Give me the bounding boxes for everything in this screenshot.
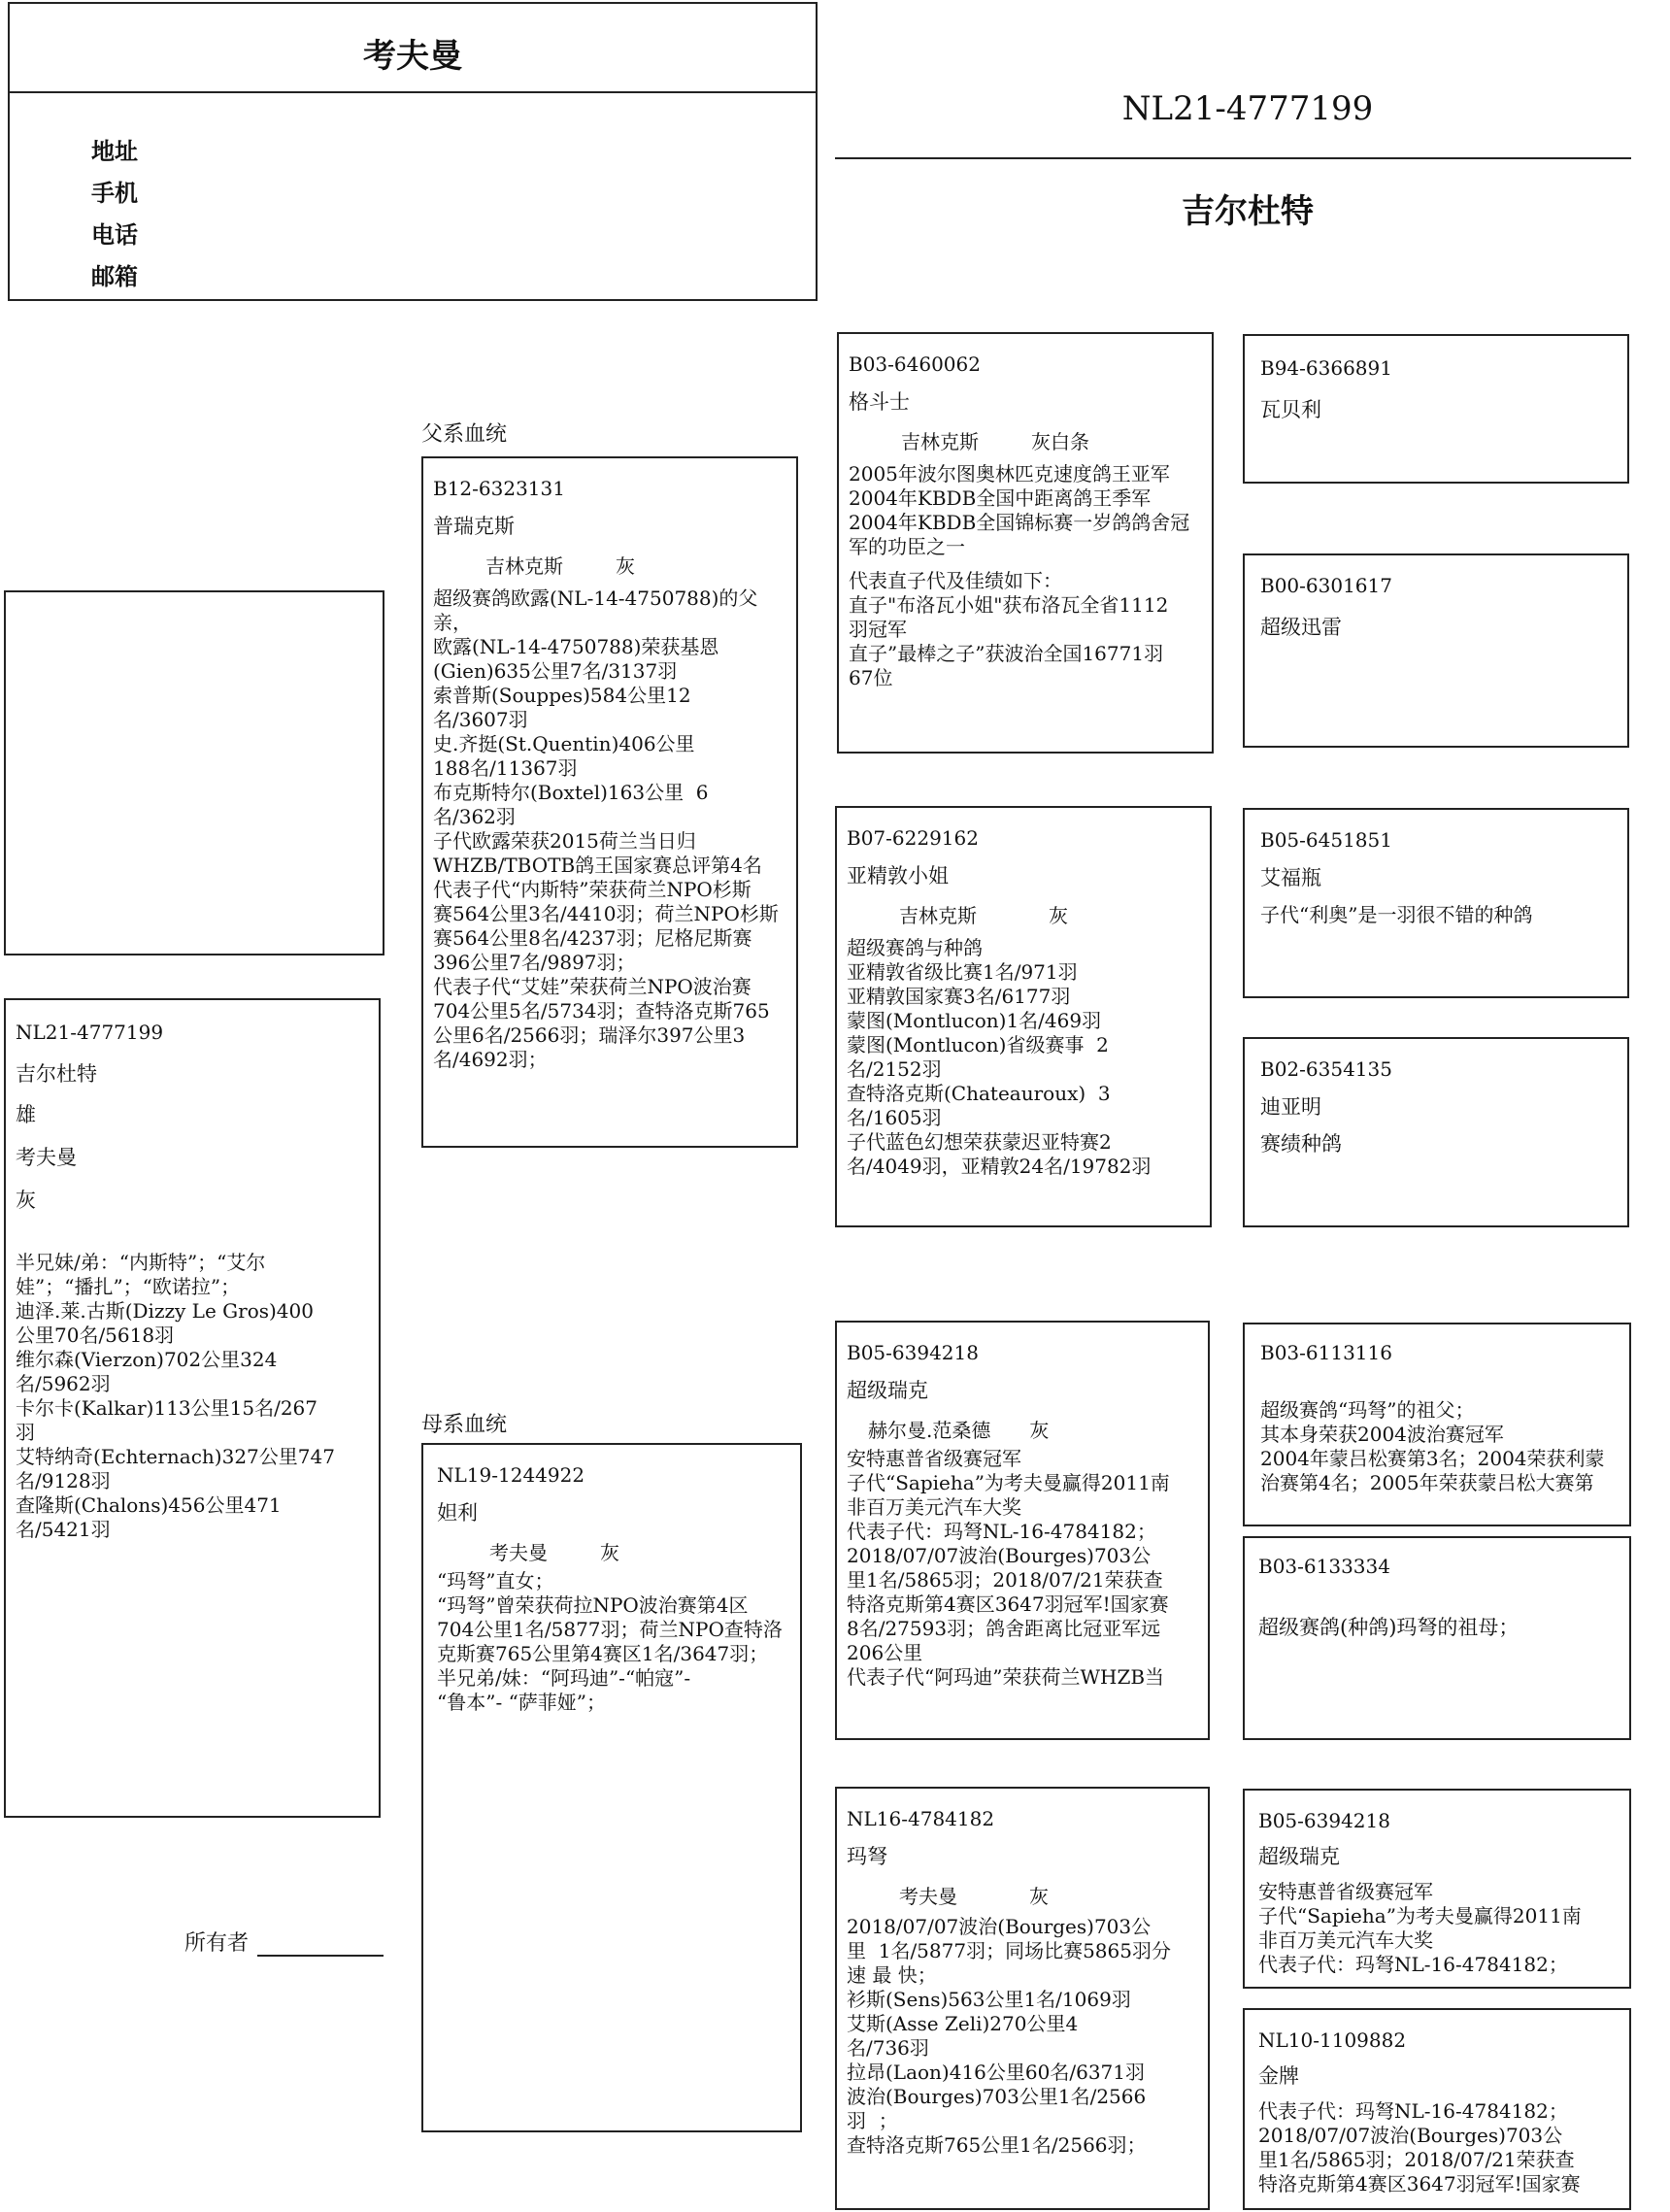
gen4-note-line: 代表子代：玛弩NL-16-4784182；	[1258, 1953, 1568, 1976]
sire-dam-notes	[847, 936, 1200, 1179]
gen4-ring: NL10-1109882	[1258, 2028, 1407, 2052]
dam-sire-note-line: 代表子代：玛弩NL-16-4784182；	[847, 1520, 1156, 1543]
sire-card	[421, 456, 798, 1148]
gen4-ring: B05-6451851	[1260, 828, 1392, 852]
sire-dam-note-line: 子代蓝色幻想荣获蒙迟亚特赛2	[847, 1130, 1112, 1154]
gen4-name: 超级迅雷	[1260, 616, 1342, 639]
sire-sire-breeder-row	[849, 429, 1202, 454]
header-ring-number: NL21-4777199	[1121, 89, 1374, 128]
sire-note-line: 子代欧露荣获2015荷兰当日归	[433, 829, 696, 853]
sire-dam-note-line: 超级赛鸽与种鸽	[847, 936, 983, 959]
subject-note-line: 查隆斯(Chalons)456公里471	[16, 1493, 282, 1517]
sire-dam-note-line: 亚精敦省级比赛1名/971羽	[847, 960, 1078, 984]
dam-dam-note-line: 速 最 快；	[847, 1963, 937, 1987]
sire-dam-color: 灰	[1049, 904, 1068, 927]
sire-note-line: 代表子代“内斯特”荣获荷兰NPO杉斯	[433, 878, 752, 901]
gen4-note-line: 超级赛鸽“玛弩”的祖父；	[1260, 1398, 1475, 1422]
sire-sire-note-line: 2004年KBDB全国中距离鸽王季军	[849, 486, 1152, 510]
sire-sire-card	[837, 332, 1214, 754]
dam-dam-note-line: 艾斯(Asse Zeli)270公里4	[847, 2012, 1079, 2035]
dam-dam-color: 灰	[1029, 1885, 1049, 1908]
dam-dam-note-line: 里 1名/5877羽；同场比赛5865羽分	[847, 1939, 1171, 1962]
gen4-card-4	[1243, 1037, 1629, 1227]
gen4-card-6	[1243, 1536, 1631, 1740]
sire-sire-notes	[849, 462, 1202, 690]
sire-note-line: 亲，	[433, 611, 472, 634]
dam-dam-note-line: 羽 ；	[847, 2109, 898, 2132]
owner-header-divider	[10, 91, 816, 93]
gen4-card-2	[1243, 553, 1629, 748]
dam-dam-notes	[847, 1915, 1198, 2158]
sire-note-line: 赛564公里3名/4410羽；荷兰NPO杉斯	[433, 902, 779, 925]
subject-note-line: 名/9128羽	[16, 1469, 111, 1492]
sire-sire-color: 灰白条	[1031, 430, 1089, 453]
subject-note-line: 半兄妹/弟：“内斯特”；“艾尔	[16, 1251, 266, 1274]
gen4-note-line: 里1名/5865羽；2018/07/21荣获查	[1258, 2148, 1575, 2171]
dam-sire-breeder-row	[847, 1418, 1198, 1443]
sire-note-line: 史.齐挺(St.Quentin)406公里	[433, 732, 695, 755]
sire-note-line: 超级赛鸽欧露(NL-14-4750788)的父	[433, 587, 758, 610]
header-divider-line	[835, 157, 1631, 159]
sire-ring: B12-6323131	[433, 477, 565, 500]
subject-ring: NL21-4777199	[16, 1021, 164, 1044]
mobile-label: 手机	[91, 179, 138, 207]
sire-dam-note-line: 蒙图(Montlucon)1名/469羽	[847, 1009, 1102, 1032]
dam-dam-breeder: 考夫曼	[899, 1885, 957, 1908]
owner-signature	[184, 1927, 384, 1957]
sire-breeder-row	[433, 553, 786, 579]
subject-note-line: 艾特纳奇(Echternach)327公里747	[16, 1445, 335, 1468]
gen4-note-line: 特洛克斯第4赛区3647羽冠军!国家赛	[1258, 2172, 1581, 2195]
dam-sire-breeder: 赫尔曼.范桑德	[868, 1419, 991, 1442]
sire-note-line: 赛564公里8名/4237羽；尼格尼斯赛	[433, 926, 752, 950]
sire-note-line: 公里6名/2566羽；瑞泽尔397公里3	[433, 1023, 746, 1047]
dam-dam-note-line: 波治(Bourges)703公里1名/2566	[847, 2085, 1147, 2108]
sire-dam-note-line: 名/1605羽	[847, 1106, 942, 1129]
sire-sire-note-line: 2004年KBDB全国锦标赛一岁鸽鸽舍冠	[849, 511, 1190, 534]
header-bird-name: 吉尔杜特	[1182, 192, 1314, 231]
subject-note-line: 名/5962羽	[16, 1372, 111, 1395]
sire-dam-ring: B07-6229162	[847, 826, 979, 850]
email-label: 邮箱	[91, 262, 138, 290]
sire-dam-breeder: 吉林克斯	[899, 904, 977, 927]
owner-signature-line[interactable]	[257, 1955, 384, 1957]
subject-notes	[16, 1251, 369, 1542]
dam-name: 妲利	[437, 1501, 478, 1525]
dam-note-line: “鲁本”- “萨菲娅”；	[437, 1691, 607, 1714]
sire-dam-note-line: 名/2152羽	[847, 1057, 942, 1081]
sire-name: 普瑞克斯	[433, 515, 515, 538]
gen4-note-line: 子代“Sapieha”为考夫曼赢得2011南	[1258, 1904, 1582, 1927]
dam-note-line: 704公里1名/5877羽；荷兰NPO查特洛	[437, 1618, 783, 1641]
sire-color: 灰	[616, 554, 635, 578]
dam-sire-note-line: 里1名/5865羽；2018/07/21荣获查	[847, 1568, 1163, 1592]
gen4-name: 迪亚明	[1260, 1095, 1321, 1119]
dam-sire-color: 灰	[1029, 1419, 1050, 1442]
subject-breeder: 考夫曼	[16, 1146, 77, 1169]
gen4-card-7	[1243, 1789, 1631, 1989]
gen4-name	[1258, 1579, 1616, 1598]
dam-note-line: “玛弩”直女；	[437, 1569, 554, 1592]
dam-sire-ring: B05-6394218	[847, 1341, 979, 1364]
dam-sire-note-line: 8名/27593羽；鸽舍距离比冠亚军远	[847, 1617, 1161, 1640]
sire-note-line: 名/4692羽；	[433, 1048, 548, 1071]
dam-dam-note-line: 查特洛克斯765公里1名/2566羽；	[847, 2133, 1147, 2157]
dam-dam-name: 玛弩	[847, 1845, 887, 1868]
dam-sire-card	[835, 1321, 1210, 1740]
dam-card	[421, 1443, 802, 2132]
dam-notes	[437, 1569, 786, 1715]
dam-dam-note-line: 拉昂(Laon)416公里60名/6371羽	[847, 2061, 1145, 2084]
dam-note-line: “玛弩”曾荣获荷拉NPO波治赛第4区	[437, 1593, 749, 1617]
dam-breeder: 考夫曼	[489, 1541, 548, 1564]
sire-sire-note-line: 代表直子代及佳绩如下：	[849, 569, 1062, 592]
dam-sire-notes	[847, 1447, 1198, 1690]
dam-sire-name: 超级瑞克	[847, 1379, 928, 1402]
dam-dam-breeder-row	[847, 1884, 1198, 1909]
gen4-name: 艾福瓶	[1260, 866, 1321, 889]
sire-sire-ring: B03-6460062	[849, 352, 981, 376]
gen4-note-line: 非百万美元汽车大奖	[1258, 1928, 1433, 1952]
subject-card	[4, 998, 381, 1818]
dam-sire-note-line: 子代“Sapieha”为考夫曼赢得2011南	[847, 1471, 1170, 1494]
contact-labels	[91, 130, 138, 297]
dam-sire-note-line: 2018/07/07波治(Bourges)703公	[847, 1544, 1152, 1567]
sire-dam-note-line: 蒙图(Montlucon)省级赛事 2	[847, 1033, 1109, 1056]
sire-note-line: 396公里7名/9897羽；	[433, 951, 636, 974]
subject-note-line: 迪泽.莱.古斯(Dizzy Le Gros)400	[16, 1299, 314, 1323]
sire-sire-note-line: 直子”最棒之子”获波治全国16771羽	[849, 642, 1164, 665]
dam-dam-card	[835, 1787, 1210, 2210]
dam-sire-note-line: 代表子代“阿玛迪”荣获荷兰WHZB当	[847, 1665, 1165, 1689]
sire-dam-card	[835, 806, 1212, 1227]
dam-note-line: 半兄弟/妹：“阿玛迪”-“帕寇”-	[437, 1666, 691, 1690]
gen4-name: 金牌	[1258, 2064, 1299, 2088]
gen4-card-1	[1243, 334, 1629, 484]
maternal-section-label: 母系血统	[421, 1413, 508, 1437]
gen4-card-5	[1243, 1323, 1631, 1526]
dam-dam-note-line: 名/736羽	[847, 2036, 929, 2060]
subject-note-line: 羽	[16, 1421, 35, 1444]
gen4-note-line: 子代“利奥”是一羽很不错的种鸽	[1260, 903, 1533, 926]
sire-note-line: WHZB/TBOTB鸽王国家赛总评第4名	[433, 854, 762, 877]
gen4-ring: B03-6133334	[1258, 1555, 1390, 1578]
sire-note-line: 布克斯特尔(Boxtel)163公里 6	[433, 781, 709, 804]
gen4-ring: B05-6394218	[1258, 1809, 1390, 1832]
photo-placeholder	[4, 590, 384, 955]
dam-sire-note-line: 安特惠普省级赛冠军	[847, 1447, 1021, 1470]
sire-notes	[433, 587, 786, 1072]
gen4-card-3	[1243, 808, 1629, 998]
dam-color: 灰	[600, 1541, 619, 1564]
sire-dam-note-line: 亚精敦国家赛3名/6177羽	[847, 985, 1071, 1008]
gen4-note-line: 赛绩种鸽	[1260, 1132, 1342, 1156]
dam-sire-note-line: 非百万美元汽车大奖	[847, 1495, 1021, 1519]
gen4-ring: B02-6354135	[1260, 1057, 1392, 1081]
subject-note-line: 公里70名/5618羽	[16, 1324, 175, 1347]
gen4-name: 超级瑞克	[1258, 1845, 1340, 1868]
sire-sire-name: 格斗士	[849, 390, 910, 414]
gen4-note-line: 2004年蒙吕松赛第3名；2004荣获利蒙	[1260, 1447, 1605, 1470]
sire-sire-note-line: 2005年波尔图奥林匹克速度鸽王亚军	[849, 462, 1170, 486]
gen4-note-line: 代表子代：玛弩NL-16-4784182；	[1258, 2099, 1568, 2123]
gen4-note-line: 2018/07/07波治(Bourges)703公	[1258, 2124, 1563, 2147]
sire-note-line: 欧露(NL-14-4750788)荣获基恩	[433, 635, 719, 658]
phone-label: 电话	[91, 220, 138, 249]
sire-sire-note-line: 羽冠军	[849, 618, 907, 641]
subject-note-line: 名/5421羽	[16, 1518, 111, 1541]
subject-color: 灰	[16, 1189, 36, 1212]
sire-sire-note-line: 直子"布洛瓦小姐"获布洛瓦全省1112	[849, 593, 1169, 617]
sire-note-line: 704公里5名/5734羽；查特洛克斯765	[433, 999, 770, 1022]
dam-dam-ring: NL16-4784182	[847, 1807, 995, 1830]
gen4-note-line: 安特惠普省级赛冠军	[1258, 1880, 1433, 1903]
dam-dam-note-line: 衫斯(Sens)563公里1名/1069羽	[847, 1988, 1131, 2011]
dam-sire-note-line: 特洛克斯第4赛区3647羽冠军!国家赛	[847, 1592, 1169, 1616]
subject-sex: 雄	[16, 1103, 36, 1126]
paternal-section-label: 父系血统	[421, 422, 508, 447]
sire-sire-note-line: 67位	[849, 666, 893, 689]
owner-name: 考夫曼	[363, 37, 462, 76]
sire-dam-name: 亚精敦小姐	[847, 864, 949, 888]
gen4-note-line: 治赛第4名；2005年荣获蒙吕松大赛第	[1260, 1471, 1594, 1494]
gen4-ring: B94-6366891	[1260, 356, 1392, 380]
gen4-ring: B00-6301617	[1260, 574, 1392, 597]
sire-note-line: 代表子代“艾娃”荣获荷兰NPO波治赛	[433, 975, 752, 998]
gen4-card-8	[1243, 2008, 1631, 2210]
sire-dam-note-line: 查特洛克斯(Chateauroux) 3	[847, 1082, 1111, 1105]
sire-note-line: 188名/11367羽	[433, 756, 578, 780]
gen4-ring: B03-6113116	[1260, 1341, 1392, 1364]
sire-note-line: 索普斯(Souppes)584公里12	[433, 684, 691, 707]
sire-dam-note-line: 名/4049羽，亚精敦24名/19782羽	[847, 1155, 1152, 1178]
subject-note-line: 卡尔卡(Kalkar)113公里15名/267	[16, 1396, 318, 1420]
owner-signature-label: 所有者	[184, 1931, 250, 1956]
dam-note-line: 克斯赛765公里第4赛区1名/3647羽；	[437, 1642, 769, 1665]
dam-breeder-row	[437, 1540, 786, 1565]
dam-dam-note-line: 2018/07/07波治(Bourges)703公	[847, 1915, 1152, 1938]
sire-note-line: 名/3607羽	[433, 708, 528, 731]
subject-note-line: 娃”；“播扎”；“欧诺拉”；	[16, 1275, 241, 1298]
dam-sire-note-line: 206公里	[847, 1641, 923, 1664]
gen4-name	[1260, 1365, 1614, 1385]
owner-header-box	[8, 2, 818, 301]
sire-sire-note-line	[849, 559, 1202, 569]
gen4-name: 瓦贝利	[1260, 398, 1321, 421]
sire-sire-note-line: 军的功臣之一	[849, 535, 965, 558]
sire-note-line: 名/362羽	[433, 805, 516, 828]
subject-name: 吉尔杜特	[16, 1062, 97, 1086]
sire-note-line: (Gien)635公里7名/3137羽	[433, 659, 678, 683]
address-label: 地址	[91, 137, 138, 165]
sire-sire-breeder: 吉林克斯	[901, 430, 979, 453]
dam-ring: NL19-1244922	[437, 1463, 585, 1487]
subject-note-line: 维尔森(Vierzon)702公里324	[16, 1348, 278, 1371]
sire-dam-breeder-row	[847, 903, 1200, 928]
gen4-note-line: 超级赛鸽(种鸽)玛弩的祖母；	[1258, 1616, 1520, 1639]
gen4-note-line: 其本身荣获2004波治赛冠军	[1260, 1423, 1504, 1446]
sire-breeder: 吉林克斯	[485, 554, 563, 578]
